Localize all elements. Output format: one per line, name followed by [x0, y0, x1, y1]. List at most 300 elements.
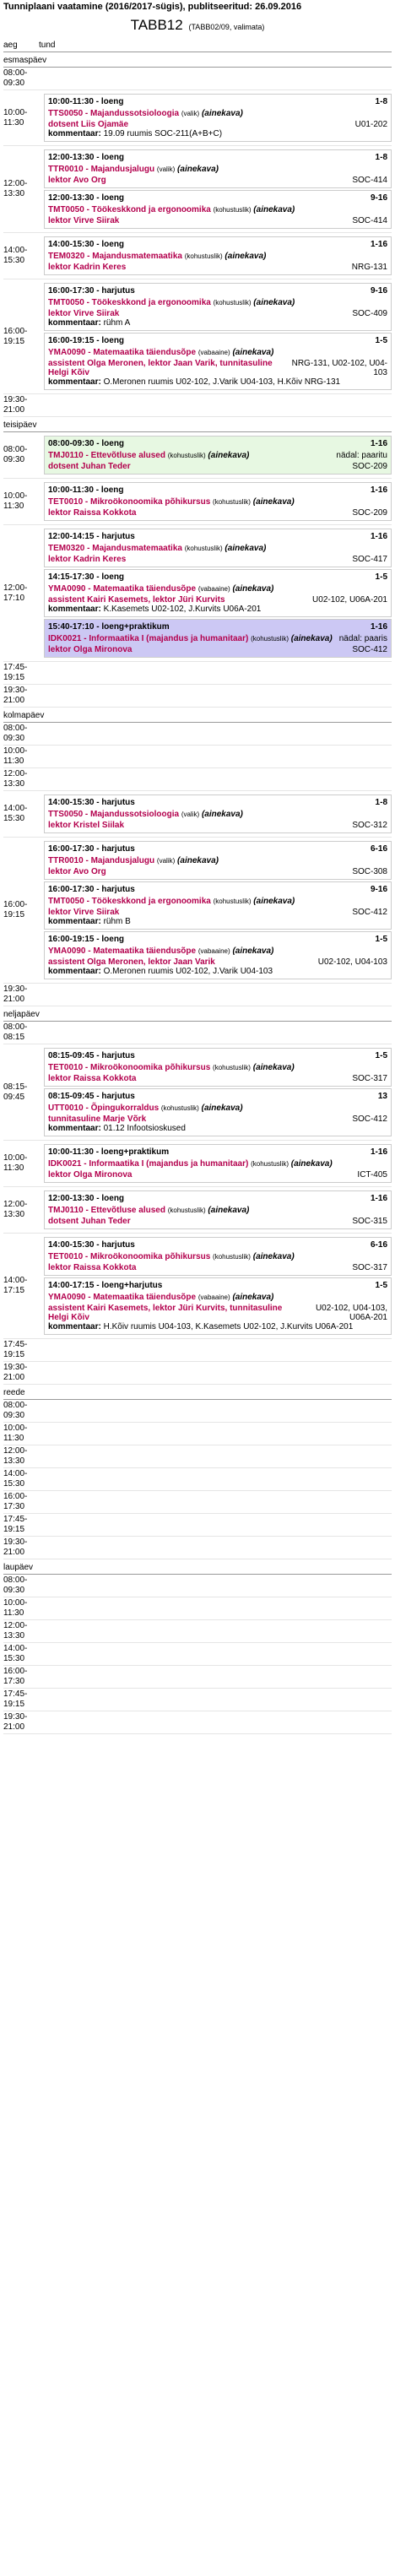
- lesson-weeks: 1-5: [375, 1051, 387, 1060]
- lesson-header: [48, 153, 387, 162]
- slot-lessons: [39, 1423, 392, 1445]
- comment-text: O.Meronen ruumis U02-102, J.Varik U04-103, H.Kõiv NRG-131: [103, 377, 341, 387]
- teacher-room-line: [48, 645, 387, 654]
- time-slot-label: 10:00- 11:30: [3, 107, 28, 127]
- lesson-header: [48, 935, 387, 944]
- lesson-time-type: 10:00-11:30 - loeng+praktikum: [48, 1147, 170, 1157]
- course-line: [48, 856, 387, 865]
- course-name[interactable]: [48, 1293, 273, 1302]
- lesson-weeks: 6-16: [370, 844, 387, 854]
- course-title[interactable]: IDK0021 - Informaatika I (majandus ja humanitaar): [48, 1159, 249, 1169]
- course-title[interactable]: YMA0090 - Matemaatika täiendusõpe: [48, 1293, 197, 1302]
- course-name[interactable]: [48, 946, 273, 956]
- room-code: SOC-412: [352, 645, 387, 654]
- room-code: U02-102, U04-103: [317, 957, 387, 967]
- time-slot-row: [3, 1022, 392, 1044]
- course-title[interactable]: TEM0320 - Majandusmatemaatika: [48, 252, 182, 261]
- course-type: (kohustuslik): [167, 1207, 206, 1214]
- lesson-header: [48, 1240, 387, 1250]
- course-title[interactable]: IDK0021 - Informaatika I (majandus ja humanitaar): [48, 634, 249, 643]
- lesson-header: [48, 485, 387, 495]
- lesson-weeks: 1-5: [375, 572, 387, 582]
- course-type: (kohustuslik): [251, 635, 289, 643]
- lesson-card[interactable]: [44, 1144, 392, 1183]
- course-name[interactable]: [48, 1206, 249, 1215]
- room-code: ICT-405: [357, 1170, 387, 1180]
- comment-label: kommentaar:: [48, 917, 101, 926]
- time-slot-row: [3, 723, 392, 746]
- course-line: [48, 165, 387, 174]
- syllabus-link[interactable]: (ainekava): [201, 1104, 243, 1113]
- lesson-card[interactable]: [44, 190, 392, 229]
- lesson-weeks: 1-5: [375, 1281, 387, 1290]
- lesson-time-type: 12:00-14:15 - harjutus: [48, 532, 135, 541]
- time-slot-row: [3, 1689, 392, 1711]
- teacher-name[interactable]: lektor Kadrin Keres: [48, 555, 127, 564]
- course-line: [48, 252, 387, 261]
- time-slot-label: 17:45- 19:15: [3, 1515, 28, 1534]
- course-name[interactable]: [48, 544, 266, 553]
- course-name[interactable]: [48, 1063, 295, 1072]
- group-name: TABB12: [130, 17, 183, 33]
- lesson-weeks: 1-5: [375, 935, 387, 944]
- lesson-weeks: 1-16: [370, 622, 387, 632]
- time-slot-row: [3, 1234, 392, 1339]
- course-type: (vabaaine): [198, 1293, 230, 1301]
- teacher-room-line: [48, 1074, 387, 1083]
- course-title[interactable]: TMT0050 - Töökeskkond ja ergonoomika: [48, 205, 211, 214]
- room-code: SOC-315: [352, 1217, 387, 1226]
- room-code: SOC-308: [352, 867, 387, 876]
- lesson-comment: [48, 129, 387, 138]
- course-line: [48, 1063, 387, 1072]
- lesson-weeks: 1-8: [375, 97, 387, 106]
- time-slot-label: 10:00- 11:30: [3, 491, 28, 511]
- time-slot-label: 19:30- 21:00: [3, 984, 28, 1004]
- teacher-name[interactable]: lektor Avo Org: [48, 176, 106, 185]
- time-slot-label: 12:00- 13:30: [3, 769, 28, 789]
- teacher-room-line: [48, 120, 387, 129]
- syllabus-link[interactable]: (ainekava): [252, 1063, 295, 1072]
- time-slot-label: 16:00- 17:30: [3, 1667, 28, 1686]
- course-title[interactable]: YMA0090 - Matemaatika täiendusõpe: [48, 584, 197, 594]
- lesson-card[interactable]: [44, 1237, 392, 1276]
- time-slot-row: [3, 1423, 392, 1445]
- course-line: [48, 1206, 387, 1215]
- slot-lessons: [39, 1187, 392, 1233]
- lesson-time-type: 16:00-17:30 - harjutus: [48, 844, 135, 854]
- course-title[interactable]: UTT0010 - Õpingukorraldus: [48, 1104, 160, 1113]
- day-section: [3, 1561, 392, 1734]
- lesson-weeks: 9-16: [370, 286, 387, 296]
- teacher-name[interactable]: assistent Olga Meronen, lektor Jaan Varik: [48, 957, 215, 967]
- lesson-weeks: 9-16: [370, 193, 387, 203]
- teacher-name[interactable]: lektor Virve Siirak: [48, 908, 120, 917]
- time-slot-row: [3, 1362, 392, 1385]
- syllabus-link[interactable]: (ainekava): [232, 584, 274, 594]
- slot-lessons: [39, 1575, 392, 1597]
- teacher-name[interactable]: lektor Virve Siirak: [48, 216, 120, 225]
- course-type: (kohustuslik): [213, 206, 252, 214]
- time-slot-label: 12:00- 13:30: [3, 179, 28, 198]
- slot-lessons: [39, 1400, 392, 1422]
- slot-lessons: [39, 1689, 392, 1711]
- course-name[interactable]: [48, 497, 295, 507]
- lesson-time-type: 16:00-19:15 - loeng: [48, 336, 125, 345]
- room-code: U01-202: [354, 120, 387, 129]
- lesson-header: [48, 572, 387, 582]
- time-slot-row: [3, 146, 392, 233]
- slot-lessons: [39, 723, 392, 745]
- course-name[interactable]: [48, 1104, 243, 1113]
- course-type: (valik): [181, 811, 200, 818]
- course-name[interactable]: [48, 348, 273, 357]
- time-slot-row: [3, 1400, 392, 1423]
- teacher-name[interactable]: lektor Olga Mironova: [48, 1170, 133, 1180]
- teacher-name[interactable]: tunnitasuline Marje Võrk: [48, 1114, 147, 1124]
- slot-lessons: [39, 1022, 392, 1044]
- syllabus-link[interactable]: (ainekava): [208, 451, 250, 460]
- lesson-header: [48, 286, 387, 296]
- slot-lessons: [39, 1362, 392, 1384]
- teacher-room-line: [48, 462, 387, 471]
- lesson-time-type: 08:00-09:30 - loeng: [48, 439, 125, 448]
- course-title[interactable]: TMJ0110 - Ettevõtluse alused: [48, 1206, 165, 1215]
- time-slot-row: [3, 685, 392, 708]
- time-slot-label: 08:00- 08:15: [3, 1022, 28, 1042]
- time-slot-label: 08:00- 09:30: [3, 445, 28, 464]
- room-code: NRG-131: [351, 263, 387, 272]
- course-line: [48, 205, 387, 214]
- syllabus-link[interactable]: (ainekava): [253, 897, 295, 906]
- course-type: (valik): [181, 110, 200, 117]
- course-title[interactable]: TET0010 - Mikroökonoomika põhikursus: [48, 1252, 211, 1261]
- course-line: [48, 946, 387, 956]
- course-name[interactable]: [48, 451, 249, 460]
- teacher-name[interactable]: dotsent Juhan Teder: [48, 1217, 131, 1226]
- group-subtitle: (TABB02/09, valimata): [188, 23, 265, 31]
- syllabus-link[interactable]: (ainekava): [252, 1252, 295, 1261]
- course-line: [48, 497, 387, 507]
- day-name: teisipäev: [3, 419, 392, 432]
- lesson-comment: [48, 377, 387, 387]
- lesson-time-type: 16:00-17:30 - harjutus: [48, 286, 135, 296]
- lesson-card[interactable]: [44, 94, 392, 142]
- lesson-header: [48, 798, 387, 807]
- time-slot-row: [3, 233, 392, 279]
- lesson-time-type: 14:15-17:30 - loeng: [48, 572, 125, 582]
- lesson-comment: [48, 605, 387, 614]
- lesson-header: [48, 1147, 387, 1157]
- course-title[interactable]: TTS0050 - Majandussotsioloogia: [48, 810, 180, 819]
- time-slot-label: 10:00- 11:30: [3, 746, 28, 766]
- teacher-name[interactable]: lektor Raissa Kokkota: [48, 1263, 137, 1272]
- time-slot-row: [3, 746, 392, 768]
- course-type: (kohustuslik): [213, 1064, 251, 1071]
- course-name[interactable]: [48, 634, 333, 643]
- room-code: SOC-317: [352, 1074, 387, 1083]
- course-type: (kohustuslik): [213, 299, 252, 306]
- time-slot-row: [3, 768, 392, 791]
- teacher-name[interactable]: lektor Raissa Kokkota: [48, 1074, 137, 1083]
- lesson-card[interactable]: [44, 283, 392, 331]
- column-time-header: aeg: [3, 41, 18, 50]
- course-name[interactable]: [48, 252, 266, 261]
- lesson-header: [48, 336, 387, 345]
- time-slot-label: 17:45- 19:15: [3, 1689, 28, 1709]
- course-title[interactable]: TMT0050 - Töökeskkond ja ergonoomika: [48, 897, 211, 906]
- lesson-card[interactable]: [44, 236, 392, 275]
- slot-lessons: [39, 146, 392, 232]
- time-slot-row: [3, 68, 392, 90]
- week-parity-note: nädal: paaris: [338, 634, 387, 643]
- lesson-weeks: 13: [377, 1092, 387, 1101]
- lesson-header: [48, 240, 387, 249]
- time-slot-label: 14:00- 15:30: [3, 1469, 28, 1489]
- lesson-weeks: 1-16: [370, 485, 387, 495]
- syllabus-link[interactable]: (ainekava): [225, 252, 267, 261]
- lesson-comment: [48, 917, 387, 926]
- teacher-room-line: [48, 821, 387, 830]
- syllabus-link[interactable]: (ainekava): [208, 1206, 250, 1215]
- teacher-name[interactable]: lektor Avo Org: [48, 867, 106, 876]
- lesson-card[interactable]: [44, 881, 392, 930]
- lesson-card[interactable]: [44, 1190, 392, 1229]
- slot-lessons: [39, 1491, 392, 1513]
- teacher-room-line: [48, 359, 387, 377]
- lesson-weeks: 1-5: [375, 336, 387, 345]
- teacher-name[interactable]: lektor Raissa Kokkota: [48, 508, 137, 518]
- syllabus-link[interactable]: (ainekava): [232, 1293, 274, 1302]
- days-container: [3, 54, 392, 1734]
- course-name[interactable]: [48, 584, 273, 594]
- teacher-name[interactable]: lektor Virve Siirak: [48, 309, 120, 318]
- course-title[interactable]: TTS0050 - Majandussotsioloogia: [48, 109, 180, 118]
- syllabus-link[interactable]: (ainekava): [232, 946, 274, 956]
- time-slot-label: 14:00- 17:15: [3, 1276, 28, 1295]
- slot-lessons: [39, 1643, 392, 1665]
- teacher-name[interactable]: lektor Kristel Siilak: [48, 821, 125, 830]
- comment-text: K.Kasemets U02-102, J.Kurvits U06A-201: [103, 605, 262, 614]
- time-slot-label: 08:00- 09:30: [3, 724, 28, 743]
- room-code: SOC-317: [352, 1263, 387, 1272]
- lesson-time-type: 10:00-11:30 - loeng: [48, 97, 124, 106]
- course-name[interactable]: [48, 856, 219, 865]
- syllabus-link[interactable]: (ainekava): [177, 856, 219, 865]
- room-code: SOC-209: [352, 508, 387, 518]
- teacher-name[interactable]: dotsent Juhan Teder: [48, 462, 131, 471]
- syllabus-link[interactable]: (ainekava): [253, 205, 295, 214]
- comment-label: kommentaar:: [48, 377, 101, 387]
- course-title[interactable]: YMA0090 - Matemaatika täiendusõpe: [48, 946, 197, 956]
- time-slot-label: 10:00- 11:30: [3, 1424, 28, 1443]
- syllabus-link[interactable]: (ainekava): [177, 165, 219, 174]
- teacher-name[interactable]: assistent Olga Meronen, lektor Jaan Varik, tunnitasuline Helgi Kõiv: [48, 359, 273, 377]
- slot-lessons: [39, 838, 392, 983]
- time-slot-label: 08:15- 09:45: [3, 1082, 28, 1102]
- course-name[interactable]: [48, 109, 243, 118]
- lesson-comment: [48, 318, 387, 328]
- lesson-card[interactable]: [44, 569, 392, 617]
- room-code: SOC-209: [352, 462, 387, 471]
- time-slot-row: [3, 1339, 392, 1362]
- room-code: SOC-312: [352, 821, 387, 830]
- course-name[interactable]: [48, 897, 295, 906]
- lesson-card[interactable]: [44, 794, 392, 833]
- day-name: kolmapäev: [3, 709, 392, 723]
- teacher-room-line: [48, 1114, 387, 1124]
- course-name[interactable]: [48, 1252, 295, 1261]
- lesson-card[interactable]: [44, 333, 392, 390]
- teacher-name[interactable]: lektor Kadrin Keres: [48, 263, 127, 272]
- course-type: (valik): [156, 165, 176, 173]
- syllabus-link[interactable]: (ainekava): [201, 109, 243, 118]
- room-code: U02-102, U06A-201: [312, 595, 387, 605]
- slot-lessons: [39, 662, 392, 684]
- column-lesson-header: tund: [39, 41, 56, 50]
- lesson-card[interactable]: [44, 482, 392, 521]
- course-name[interactable]: [48, 165, 219, 174]
- slot-lessons: [39, 233, 392, 279]
- lesson-time-type: 12:00-13:30 - loeng: [48, 153, 125, 162]
- teacher-name[interactable]: lektor Olga Mironova: [48, 645, 133, 654]
- time-slot-label: 12:00- 17:10: [3, 583, 28, 603]
- day-section: [3, 54, 392, 417]
- lesson-card[interactable]: [44, 436, 392, 475]
- room-code: SOC-412: [352, 908, 387, 917]
- course-title[interactable]: TEM0320 - Majandusmatemaatika: [48, 544, 182, 553]
- syllabus-link[interactable]: (ainekava): [225, 544, 267, 553]
- comment-label: kommentaar:: [48, 1322, 101, 1331]
- lesson-card[interactable]: [44, 619, 392, 658]
- syllabus-link[interactable]: (ainekava): [290, 634, 333, 643]
- course-name[interactable]: [48, 1159, 333, 1169]
- course-name[interactable]: [48, 298, 295, 307]
- syllabus-link[interactable]: (ainekava): [232, 348, 274, 357]
- slot-lessons: [39, 525, 392, 661]
- slot-lessons: [39, 90, 392, 145]
- time-slot-label: 17:45- 19:15: [3, 1340, 28, 1359]
- lesson-header: [48, 97, 387, 106]
- time-slot-row: [3, 279, 392, 394]
- lesson-time-type: 12:00-13:30 - loeng: [48, 193, 125, 203]
- teacher-room-line: [48, 908, 387, 917]
- syllabus-link[interactable]: (ainekava): [253, 298, 295, 307]
- room-code: SOC-417: [352, 555, 387, 564]
- lesson-weeks: 1-8: [375, 153, 387, 162]
- time-slot-row: [3, 1711, 392, 1734]
- lesson-time-type: 08:15-09:45 - harjutus: [48, 1092, 135, 1101]
- course-type: (valik): [156, 857, 176, 865]
- lesson-time-type: 10:00-11:30 - loeng: [48, 485, 124, 495]
- lesson-card[interactable]: [44, 1277, 392, 1335]
- syllabus-link[interactable]: (ainekava): [201, 810, 243, 819]
- comment-text: rühm A: [103, 318, 131, 328]
- teacher-name[interactable]: assistent Kairi Kasemets, lektor Jüri Kurvits: [48, 595, 225, 605]
- column-header: [3, 41, 392, 52]
- time-slot-label: 08:00- 09:30: [3, 1575, 28, 1595]
- course-title[interactable]: TTR0010 - Majandusjalugu: [48, 165, 155, 174]
- teacher-name[interactable]: assistent Kairi Kasemets, lektor Jüri Kurvits, tunnitasuline Helgi Kõiv: [48, 1304, 283, 1322]
- syllabus-link[interactable]: (ainekava): [252, 497, 295, 507]
- lesson-weeks: 1-16: [370, 1147, 387, 1157]
- course-line: [48, 298, 387, 307]
- lesson-header: [48, 532, 387, 541]
- course-type: (kohustuslik): [167, 452, 206, 459]
- lesson-card[interactable]: [44, 529, 392, 567]
- teacher-room-line: [48, 508, 387, 518]
- syllabus-link[interactable]: (ainekava): [290, 1159, 333, 1169]
- time-slot-label: 12:00- 13:30: [3, 1200, 28, 1219]
- time-slot-row: [3, 1537, 392, 1559]
- slot-lessons: [39, 1597, 392, 1619]
- lesson-card[interactable]: [44, 841, 392, 880]
- teacher-room-line: [48, 1217, 387, 1226]
- slot-lessons: [39, 1445, 392, 1467]
- lesson-card[interactable]: [44, 1088, 392, 1136]
- day-section: [3, 419, 392, 708]
- slot-lessons: [39, 1044, 392, 1140]
- lesson-card[interactable]: [44, 1048, 392, 1087]
- comment-label: kommentaar:: [48, 318, 101, 328]
- time-slot-row: [3, 1597, 392, 1620]
- time-slot-label: 16:00- 19:15: [3, 326, 28, 346]
- group-title: [3, 17, 392, 34]
- course-title[interactable]: YMA0090 - Matemaatika täiendusõpe: [48, 348, 197, 357]
- course-title[interactable]: TET0010 - Mikroökonoomika põhikursus: [48, 1063, 211, 1072]
- course-type: (kohustuslik): [213, 898, 252, 905]
- lesson-comment: [48, 967, 387, 976]
- time-slot-label: 16:00- 17:30: [3, 1492, 28, 1511]
- teacher-room-line: [48, 555, 387, 564]
- course-line: [48, 1293, 387, 1302]
- course-line: [48, 810, 387, 819]
- course-type: (vabaaine): [198, 349, 230, 356]
- slot-lessons: [39, 1620, 392, 1642]
- lesson-card[interactable]: [44, 149, 392, 188]
- lesson-weeks: 9-16: [370, 885, 387, 894]
- slot-lessons: [39, 791, 392, 837]
- teacher-name[interactable]: dotsent Liis Ojamäe: [48, 120, 129, 129]
- course-name[interactable]: [48, 205, 295, 214]
- lesson-header: [48, 622, 387, 632]
- course-line: [48, 109, 387, 118]
- time-slot-row: [3, 1044, 392, 1141]
- lesson-weeks: 1-8: [375, 798, 387, 807]
- lesson-card[interactable]: [44, 931, 392, 979]
- teacher-room-line: [48, 595, 387, 605]
- lesson-time-type: 16:00-19:15 - loeng: [48, 935, 125, 944]
- lesson-header: [48, 1092, 387, 1101]
- teacher-room-line: [48, 867, 387, 876]
- lesson-time-type: 14:00-15:30 - harjutus: [48, 798, 135, 807]
- course-title[interactable]: TMT0050 - Töökeskkond ja ergonoomika: [48, 298, 211, 307]
- comment-text: rühm B: [103, 917, 131, 926]
- course-title[interactable]: TMJ0110 - Ettevõtluse alused: [48, 451, 165, 460]
- course-line: [48, 1159, 387, 1169]
- course-type: (kohustuslik): [184, 545, 223, 552]
- course-title[interactable]: TET0010 - Mikroökonoomika põhikursus: [48, 497, 211, 507]
- course-type: (vabaaine): [198, 947, 230, 955]
- time-slot-label: 17:45- 19:15: [3, 663, 28, 682]
- course-title[interactable]: TTR0010 - Majandusjalugu: [48, 856, 155, 865]
- slot-lessons: [39, 685, 392, 707]
- course-line: [48, 1104, 387, 1113]
- course-name[interactable]: [48, 810, 243, 819]
- time-slot-row: [3, 1468, 392, 1491]
- time-slot-label: 08:00- 09:30: [3, 1401, 28, 1420]
- time-slot-row: [3, 1514, 392, 1537]
